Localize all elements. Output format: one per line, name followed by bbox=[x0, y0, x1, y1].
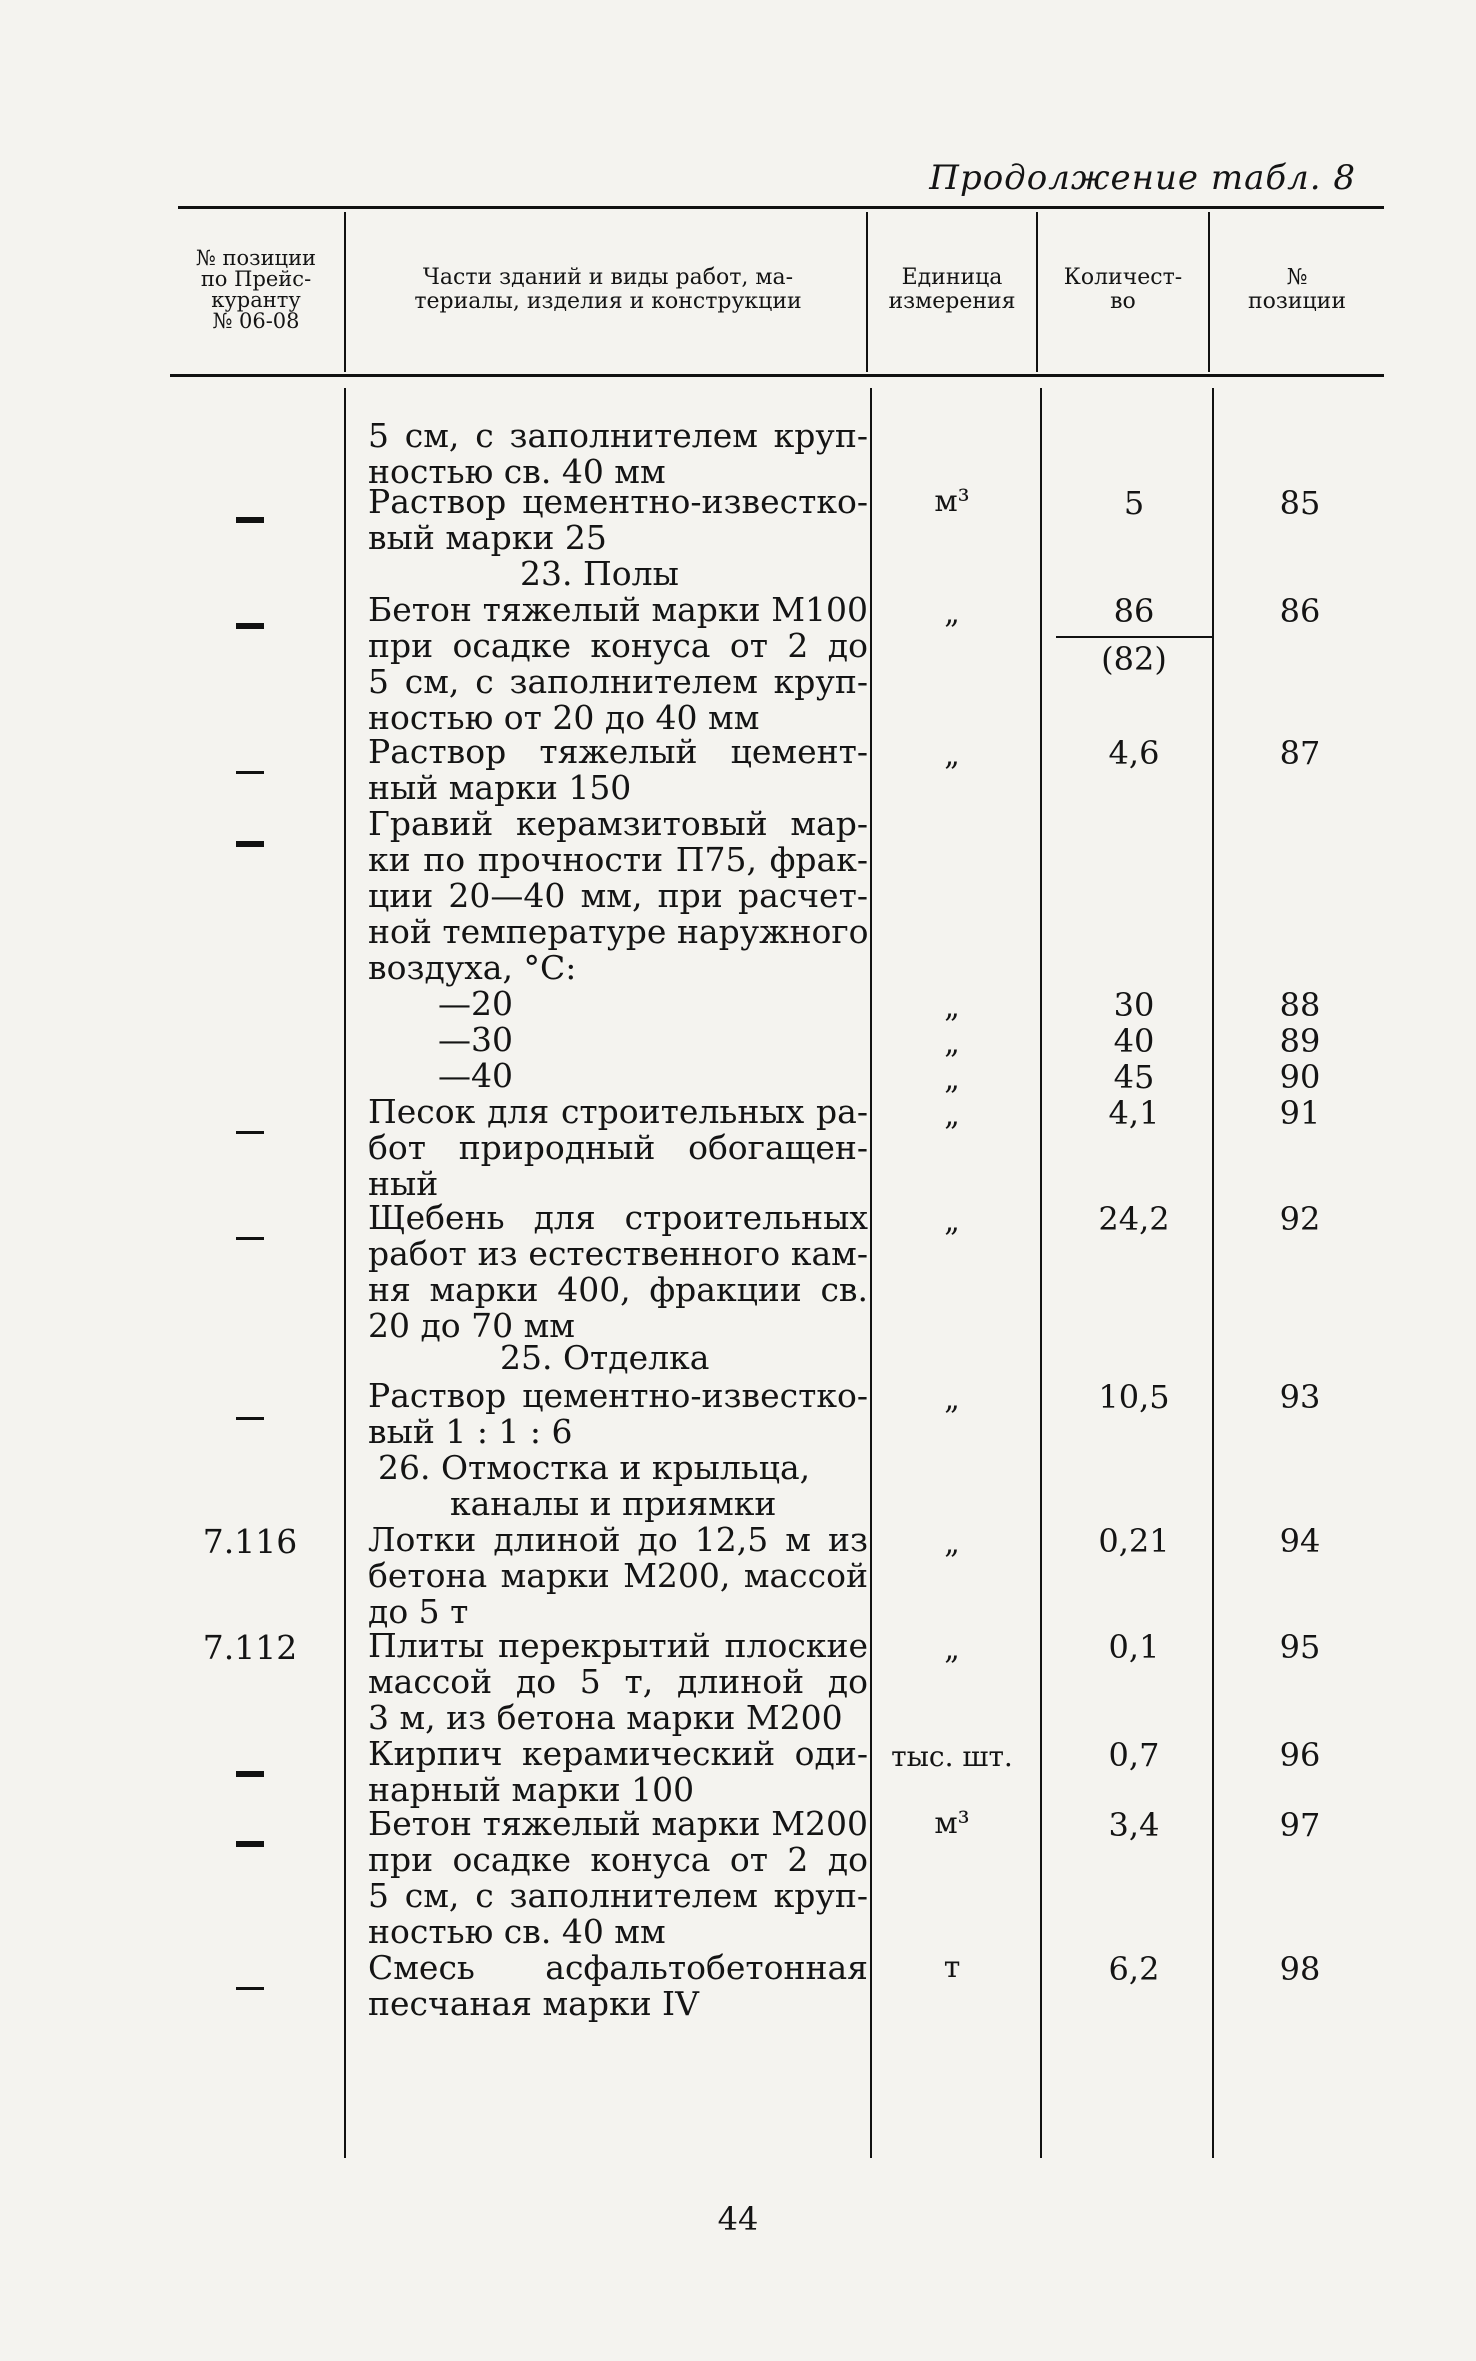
unit-cell: тыс. шт. bbox=[891, 1740, 1013, 1773]
quantity-cell: 0,7 bbox=[1108, 1736, 1160, 1774]
position-cell: 85 bbox=[1279, 484, 1321, 522]
unit-cell: „ bbox=[944, 1632, 960, 1667]
unit-cell: м³ bbox=[934, 1806, 970, 1841]
header-bottom-rule bbox=[170, 374, 1384, 377]
quantity-cell: 10,5 bbox=[1098, 1378, 1170, 1416]
quantity-cell: 6,2 bbox=[1108, 1950, 1160, 1988]
unit-cell: „ bbox=[944, 1062, 960, 1097]
position-cell: 95 bbox=[1279, 1628, 1321, 1666]
unit-cell: „ bbox=[944, 596, 960, 631]
page-number: 44 bbox=[717, 2200, 759, 2238]
unit-cell: „ bbox=[944, 1382, 960, 1417]
price-ref-dash bbox=[160, 1822, 340, 1861]
header-description: Части зданий и виды работ, ма- териалы, изделия и конструкции bbox=[414, 265, 802, 314]
price-ref-cell: 7.112 bbox=[202, 1628, 298, 1667]
price-ref-cell: 7.116 bbox=[202, 1522, 298, 1561]
quantity-fraction-bar bbox=[1056, 636, 1212, 638]
col-divider-2 bbox=[870, 388, 872, 2158]
unit-cell: „ bbox=[944, 738, 960, 773]
unit-cell: „ bbox=[944, 1026, 960, 1061]
price-ref-dash bbox=[160, 1966, 340, 2005]
price-ref-dash bbox=[160, 822, 340, 861]
quantity-cell: 4,1 bbox=[1108, 1094, 1160, 1132]
unit-cell: „ bbox=[944, 990, 960, 1025]
table-row-description: Раствор цементно-известко- вый 1 : 1 : 6 bbox=[368, 1376, 868, 1451]
quantity-cell: 40 bbox=[1113, 1022, 1155, 1060]
table-row-description: 5 см, с заполнителем круп- ностью св. 40 мм bbox=[368, 416, 868, 491]
quantity-alt-cell: (82) bbox=[1101, 640, 1167, 678]
price-ref-dash bbox=[160, 1216, 340, 1255]
temperature-item: —40 bbox=[438, 1056, 513, 1095]
section-heading: 25. Отделка bbox=[500, 1338, 710, 1377]
table-row-description: Бетон тяжелый марки М200 при осадке конуса от 2 до 5 см, с заполнителем круп- ностью св. 40 мм bbox=[368, 1804, 868, 1951]
header-price-ref: № позиции по Прейс- куранту № 06-08 bbox=[195, 246, 317, 333]
section-heading: 26. Отмостка и крыльца, bbox=[378, 1448, 811, 1487]
section-heading-continued: каналы и приямки bbox=[450, 1484, 777, 1523]
position-cell: 97 bbox=[1279, 1806, 1321, 1844]
quantity-cell: 45 bbox=[1113, 1058, 1155, 1096]
table-row-description: Лотки длиной до 12,5 м из бетона марки М200, массой до 5 т bbox=[368, 1520, 868, 1631]
temperature-item: —30 bbox=[438, 1020, 513, 1059]
table-row-description: Кирпич керамический оди- нарный марки 100 bbox=[368, 1734, 868, 1809]
position-cell: 93 bbox=[1279, 1378, 1321, 1416]
header-position: № позиции bbox=[1247, 265, 1347, 314]
price-ref-dash bbox=[160, 750, 340, 789]
temperature-item: —20 bbox=[438, 984, 513, 1023]
header-quantity: Количест- во bbox=[1063, 265, 1183, 314]
unit-cell: м³ bbox=[934, 484, 970, 519]
position-cell: 89 bbox=[1279, 1022, 1321, 1060]
quantity-cell: 3,4 bbox=[1108, 1806, 1160, 1844]
table-row-description: Гравий керамзитовый мар- ки по прочности П75, фрак- ции 20—40 мм, при расчет- ной температуре наружного воздуха, °С: bbox=[368, 804, 869, 987]
position-cell: 96 bbox=[1279, 1736, 1321, 1774]
position-cell: 86 bbox=[1279, 592, 1321, 630]
quantity-cell: 30 bbox=[1113, 986, 1155, 1024]
table-row-description: Песок для строительных ра- бот природный обогащен- ный bbox=[368, 1092, 868, 1203]
table-row-description: Раствор цементно-известко- вый марки 25 bbox=[368, 482, 868, 557]
price-ref-dash bbox=[160, 604, 340, 643]
table-row-description: Бетон тяжелый марки М100 при осадке конуса от 2 до 5 см, с заполнителем круп- ностью от 20 до 40 мм bbox=[368, 590, 868, 737]
quantity-cell: 0,1 bbox=[1108, 1628, 1160, 1666]
price-ref-dash bbox=[160, 1752, 340, 1791]
quantity-cell: 0,21 bbox=[1098, 1522, 1170, 1560]
quantity-cell: 4,6 bbox=[1108, 734, 1160, 772]
position-cell: 91 bbox=[1279, 1094, 1321, 1132]
table-row-description: Раствор тяжелый цемент- ный марки 150 bbox=[368, 732, 868, 807]
quantity-cell: 24,2 bbox=[1098, 1200, 1170, 1238]
unit-cell: „ bbox=[944, 1526, 960, 1561]
col-divider-1-header bbox=[344, 212, 346, 372]
table-continuation-caption: Продолжение табл. 8 bbox=[929, 158, 1356, 198]
header-unit: Единица измерения bbox=[888, 265, 1016, 314]
header-top-rule bbox=[178, 206, 1384, 209]
position-cell: 88 bbox=[1279, 986, 1321, 1024]
unit-cell: т bbox=[943, 1950, 961, 1985]
position-cell: 87 bbox=[1279, 734, 1321, 772]
unit-cell: „ bbox=[944, 1098, 960, 1133]
table-row-description: Щебень для строительных работ из естественного кам- ня марки 400, фракции св. 20 до 70 мм bbox=[368, 1198, 868, 1345]
table-row-description: Смесь асфальтобетонная песчаная марки IV bbox=[368, 1948, 868, 2023]
price-ref-dash bbox=[160, 1110, 340, 1149]
table-row-description: Плиты перекрытий плоские массой до 5 т, длиной до 3 м, из бетона марки М200 bbox=[368, 1626, 868, 1737]
price-ref-dash bbox=[160, 498, 340, 537]
position-cell: 90 bbox=[1279, 1058, 1321, 1096]
position-cell: 94 bbox=[1279, 1522, 1321, 1560]
quantity-cell: 86 bbox=[1113, 592, 1155, 630]
position-cell: 98 bbox=[1279, 1950, 1321, 1988]
col-divider-1 bbox=[344, 388, 346, 2158]
section-heading: 23. Полы bbox=[520, 554, 679, 593]
quantity-cell: 5 bbox=[1123, 484, 1145, 522]
price-ref-dash bbox=[160, 1396, 340, 1435]
position-cell: 92 bbox=[1279, 1200, 1321, 1238]
unit-cell: „ bbox=[944, 1204, 960, 1239]
